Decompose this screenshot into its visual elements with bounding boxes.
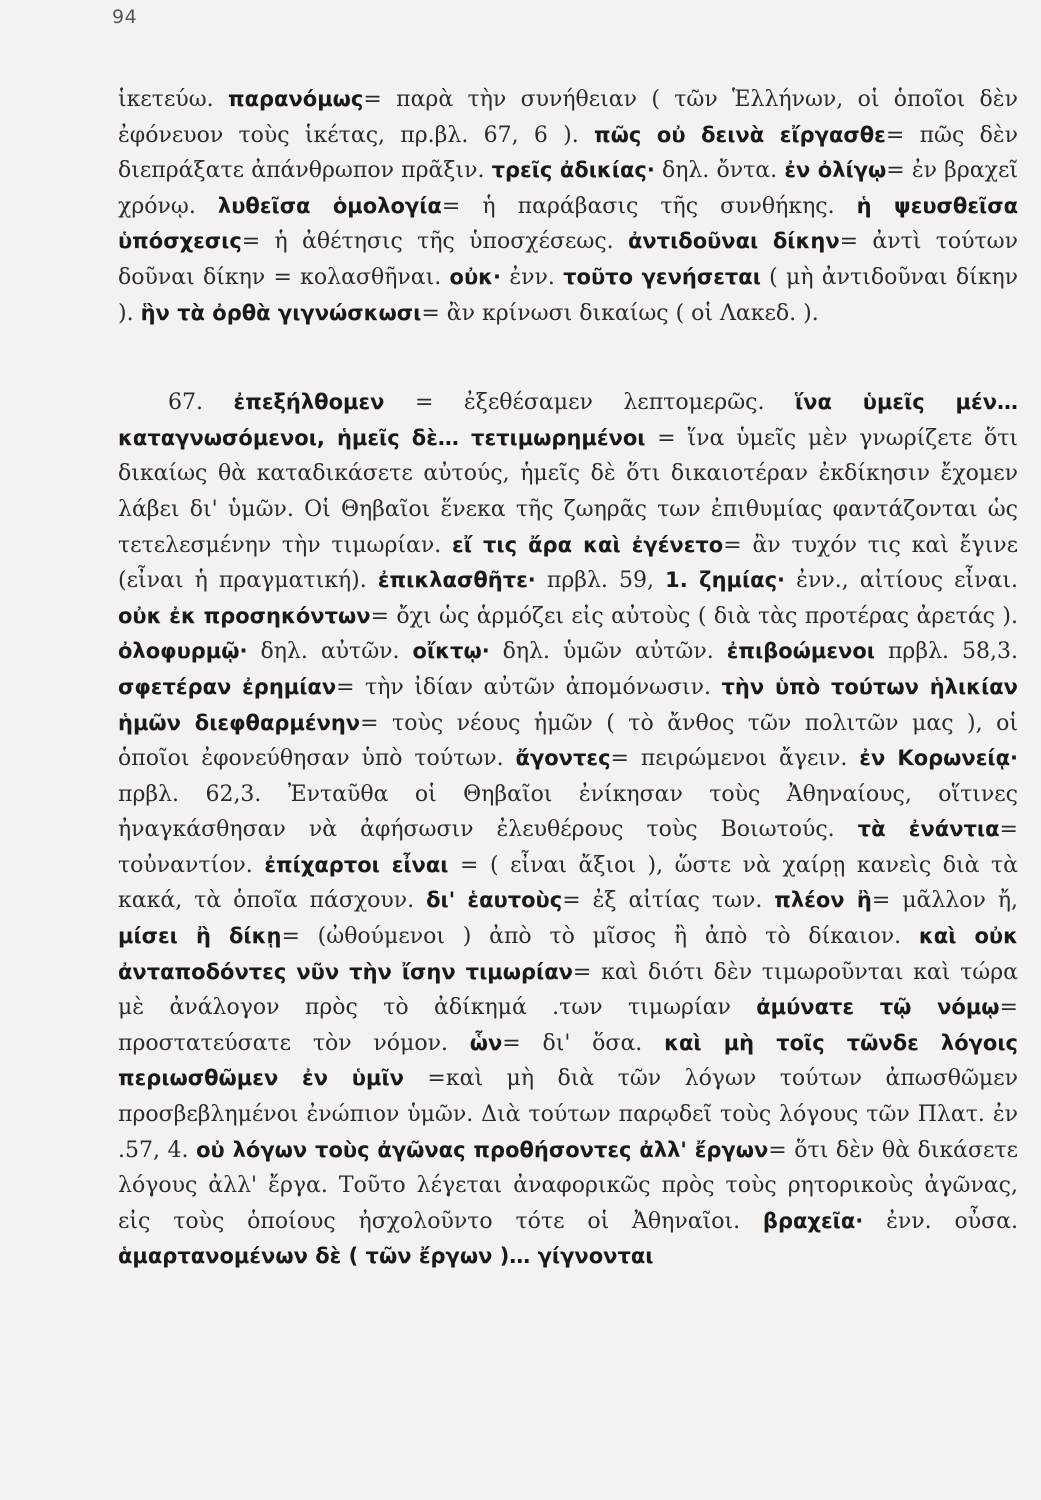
gloss-text: = ἐξεθέσαμεν λεπτομερῶς. — [384, 390, 795, 416]
lemma-term: παρανόμως — [227, 87, 364, 111]
lemma-term: ἄγοντες — [515, 746, 611, 771]
lemma-term: τὰ ἐνάντια — [857, 817, 1000, 842]
lemma-term: ἐπίχαρτοι εἶναι — [264, 852, 449, 877]
lemma-term: ἣν τὰ ὀρθὰ γιγνώσκωσι — [140, 300, 422, 325]
gloss-text: =καὶ μὴ διὰ τῶν λόγων τούτων ἀπωσθῶμεν προσβεβλημένοι ἐνώπιον ὑμῶν. Διὰ τούτων παρῳδεῖ τοὺς λόγους τῶν Πλατ. ἐν .57, 4. — [118, 1066, 1019, 1163]
gloss-text: = ἐν βραχεῖ χρόνῳ. — [118, 158, 1019, 219]
lemma-term: τὴν ὑπὸ τούτων ἡλικίαν ἡμῶν διεφθαρμένην — [118, 674, 1018, 735]
gloss-text: = μᾶλλον ἤ, — [871, 888, 1018, 914]
gloss-text: = δι' ὅσα. — [502, 1030, 665, 1056]
lemma-term: ὀλοφυρμῷ· — [118, 639, 248, 664]
gloss-text: = ( εἶναι ἄξιοι ), ὥστε νὰ χαίρῃ κανεὶς διὰ τὰ κακά, τὰ ὁποῖα πάσχουν. — [118, 852, 1018, 914]
lemma-term: πῶς οὐ δεινὰ εἴργασθε — [594, 122, 886, 147]
gloss-text: = ἡ ἀθέτησις τῆς ὑποσχέσεως. — [241, 229, 628, 255]
gloss-text: ἐνν. — [501, 264, 564, 290]
lemma-term: οὐκ· — [449, 264, 502, 289]
gloss-text: πρβλ. 62,3. Ἐνταῦθα οἱ Θηβαῖοι ἐνίκησαν τοὺς Ἀθηναίους, οἵτινες ἠναγκάσθησαν νὰ ἀφήσωσιν ἐλευθέρους τοὺς Βοιωτούς. — [118, 781, 1018, 843]
gloss-text: = ἵνα ὑμεῖς μὲν γνωρίζετε ὅτι δικαίως θὰ καταδικάσετε αὐτούς, ἡμεῖς δὲ ὅτι δικαιοτέραν ἐκδίκησιν ἔχομεν λάβει δι' ὑμῶν. Οἱ Θηβαῖοι ἕνεκα τῆς ζωηρᾶς των ἐπιθυμίας φαντάζονται ὡς τετελεσμένην τὴν τιμωρίαν. — [118, 425, 1018, 558]
gloss-text: ( μὴ ἀντιδοῦναι δίκην ). — [118, 264, 1018, 326]
gloss-text: = ἂν κρίνωσι δικαίως ( οἱ Λακεδ. ). — [421, 300, 819, 326]
lemma-term: σφετέραν ἐρημίαν — [118, 674, 337, 699]
lemma-term: ἀμύνατε τῷ νόμῳ — [756, 995, 1000, 1020]
lemma-term: ὧν — [469, 1030, 503, 1055]
gloss-text: = τοὐναντίον. — [118, 817, 1018, 878]
lemma-term: λυθεῖσα ὁμολογία — [217, 193, 442, 218]
gloss-text: = ὄχι ὡς ἁρμόζει εἰς αὐτοὺς ( διὰ τὰς προτέρας ἀρετάς ). — [370, 603, 1018, 629]
gloss-text: = προστατεύσατε τὸν νόμον. — [118, 995, 1018, 1056]
lemma-term: οὐκ ἐκ προσηκόντων — [118, 603, 371, 628]
gloss-text: = τὴν ἰδίαν αὐτῶν ἀπομόνωσιν. — [336, 674, 722, 700]
lemma-term: ἡ ψευσθεῖσα ὑπόσχεσις — [118, 193, 1018, 254]
gloss-text: = ἡ παράβασις τῆς συνθήκης. — [441, 193, 857, 219]
gloss-text: = πειρώμενοι ἄγειν. — [610, 746, 860, 772]
gloss-text: = πῶς δὲν διεπράξατε ἀπάνθρωπον πρᾶξιν. — [118, 122, 1018, 184]
gloss-text: ἐνν., αἰτίους εἶναι. — [785, 568, 1019, 594]
lemma-term: καὶ οὐκ ἀνταποδόντες νῦν τὴν ἴσην τιμωρίαν — [118, 924, 1018, 984]
lemma-term: οἴκτῳ· — [412, 639, 490, 664]
lemma-term: βραχεῖα· — [762, 1208, 864, 1233]
commentary-text — [118, 82, 1018, 1275]
gloss-text: ἐνν. οὖσα. — [863, 1208, 1018, 1234]
lemma-term: ἐπιβοώμενοι — [726, 639, 875, 664]
lemma-term: εἴ τις ἄρα καὶ ἐγένετο — [452, 532, 724, 557]
lemma-term: τοῦτο γενήσεται — [563, 264, 761, 289]
gloss-text: = καὶ διότι δὲν τιμωροῦνται καὶ τώρα μὲ ἀνάλογον πρὸς τὸ ἀδίκημά .των τιμωρίαν — [118, 959, 1018, 1021]
gloss-text: = παρὰ τὴν συνήθειαν ( τῶν Ἑλλήνων, οἱ ὁποῖοι δὲν ἐφόνευον τοὺς ἱκέτας, πρ.βλ. 67, 6 ). — [118, 87, 1018, 148]
lemma-term: δι' ἑαυτοὺς — [426, 888, 563, 913]
gloss-text: = ὅτι δὲν θὰ δικάσετε λόγους ἀλλ' ἔργα. Τοῦτο λέγεται ἀναφορικῶς πρὸς τοὺς ρητορικοὺς ἀγῶνας, εἰς τοὺς ὁποίους ἠσχολοῦντο τότε οἱ Ἀθηναῖοι. — [118, 1137, 1019, 1234]
lemma-term: μίσει ἢ δίκῃ — [118, 924, 282, 949]
lemma-term: ἐπεξήλθομεν — [233, 390, 385, 415]
gloss-text: πρβλ. 58,3. — [874, 639, 1018, 665]
gloss-text: = ἂν τυχόν τις καὶ ἔγινε (εἶναι ἡ πραγματική). — [118, 532, 1018, 594]
lemma-term: ἀντιδοῦναι δίκην — [627, 229, 840, 254]
lemma-term: ἐν Κορωνείᾳ· — [859, 746, 1018, 771]
lemma-term: ἐπικλασθῆτε· — [377, 568, 536, 593]
lemma-term: ἵνα ὑμεῖς μέν… καταγνωσόμενοι, ἡμεῖς δὲ… τετιμωρημένοι — [118, 390, 1018, 450]
commentary-paragraph-1 — [118, 82, 1018, 331]
commentary-paragraph-2 — [118, 385, 1018, 1275]
gloss-text: ἱκετεύω. — [118, 87, 228, 112]
gloss-text: = τοὺς νέους ἡμῶν ( τὸ ἄνθος τῶν πολιτῶν μας ), οἱ ὁποῖοι ἐφονεύθησαν ὑπὸ τούτων. — [118, 710, 1018, 772]
gloss-text: = (ὠθούμενοι ) ἀπὸ τὸ μῖσος ἢ ἀπὸ τὸ δίκαιον. — [281, 924, 919, 950]
lemma-term: ἁμαρτανομένων δὲ ( τῶν ἔργων )… γίγνονται — [118, 1244, 654, 1269]
gloss-text: δηλ. ὄντα. — [654, 158, 785, 184]
gloss-text: 67. — [168, 390, 234, 416]
page-number: 94 — [112, 6, 138, 28]
gloss-text: = ἐξ αἰτίας των. — [562, 888, 775, 914]
lemma-term: τρεῖς ἀδικίας· — [491, 158, 655, 183]
gloss-text: πρβλ. 59, — [535, 568, 666, 594]
lemma-term: οὐ λόγων τοὺς ἀγῶνας προθήσοντες ἀλλ' ἔργων — [196, 1137, 769, 1162]
gloss-text: δηλ. αὐτῶν. — [247, 639, 413, 665]
gloss-text: δηλ. ὑμῶν αὐτῶν. — [489, 639, 727, 665]
lemma-term: ἐν ὀλίγῳ — [784, 158, 887, 183]
lemma-term: καὶ μὴ τοῖς τῶνδε λόγοις περιωσθῶμεν ἐν ὑμῖν — [118, 1030, 1018, 1091]
lemma-term: πλέον ἢ — [774, 888, 872, 913]
lemma-term: 1. ζημίας· — [665, 568, 786, 593]
gloss-text: = ἀντὶ τούτων δοῦναι δίκην = κολασθῆναι. — [118, 229, 1018, 290]
